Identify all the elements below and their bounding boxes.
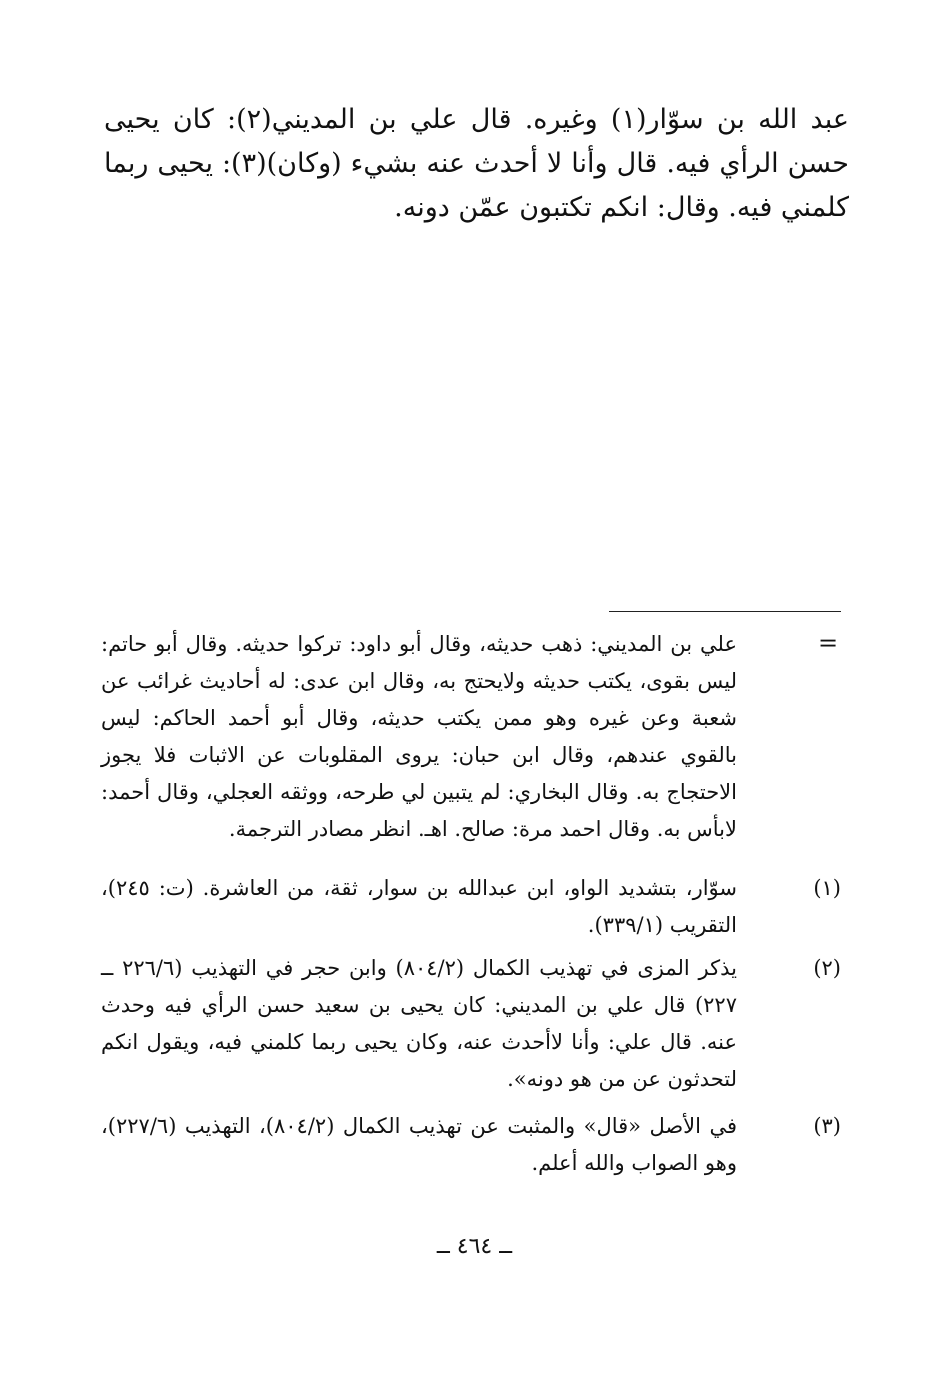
footnote-number: (٣) [813, 1114, 841, 1138]
footnote-separator [609, 611, 841, 612]
footnote-text: يذكر المزى في تهذيب الكمال (٨٠٤/٢) وابن حجر في التهذيب (٢٢٦/٦ ــ ٢٢٧) قال علي بن المديني: كان يحيى بن سعيد حسن الرأي فيه وحدث عنه. قال علي: وأنا لاأحدث عنه، وكان يحيى ربما كلمني فيه، ويقول انكم لتحدثون عن من هو دونه». [101, 956, 737, 1091]
main-paragraph: عبد الله بن سوّار(١) وغيره. قال علي بن المديني(٢): كان يحيى حسن الرأي فيه. قال وأنا لا أحدث عنه بشيء (وكان)(٣): يحيى ربما كلمني فيه. وقال: انكم تكتبون عمّن دونه. [104, 104, 849, 223]
footnote-text: سوّار، بتشديد الواو، ابن عبدالله بن سوار، ثقة، من العاشرة. (ت: ٢٤٥)، التقريب (٣٣٩/١). [101, 876, 737, 937]
footnote-3 [101, 1108, 841, 1182]
footnote-1 [101, 870, 841, 944]
footnote-number: (١) [813, 876, 841, 900]
footnote-continuation-text: علي بن المديني: ذهب حديثه، وقال أبو داود: تركوا حديثه. وقال أبو حاتم: ليس بقوى، يكتب حديثه ولايحتج به، وقال ابن عدى: له أحاديث غرائب عن شعبة وعن غيره وهو ممن يكتب حديثه، وقال أبو أحمد الحاكم: ليس بالقوي عندهم، وقال ابن حبان: يروى المقلوبات عن الاثبات فلا يجوز الاحتجاج به. وقال البخاري: لم يتبين لي طرحه، ووثقه العجلي، وقال أحمد: لابأس به. وقال احمد مرة: صالح. اهـ. انظر مصادر الترجمة. [101, 632, 737, 841]
footnote-2 [101, 950, 841, 1098]
main-text-block [104, 98, 849, 230]
footnote-text: في الأصل «قال» والمثبت عن تهذيب الكمال (٨٠٤/٢)، التهذيب (٢٢٧/٦)، وهو الصواب والله أعلم. [101, 1114, 737, 1175]
footnote-continuation-mark: = [817, 629, 839, 657]
footnote-number: (٢) [813, 956, 841, 980]
page-number: ــ ٤٦٤ ــ [436, 1234, 513, 1259]
